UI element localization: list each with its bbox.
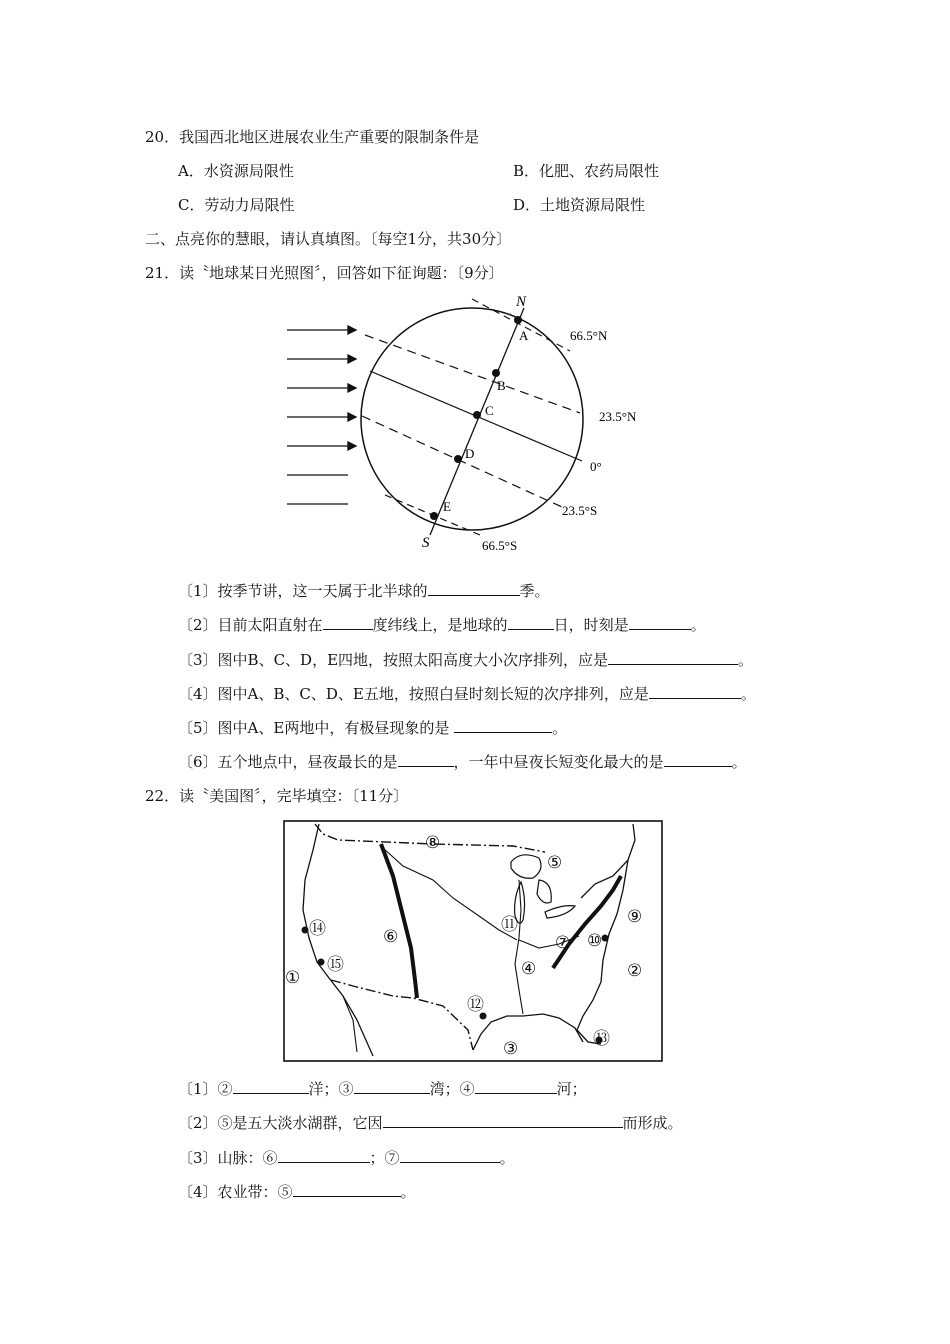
q21-p6-text-2: ，一年中昼夜长短变化最大的是: [453, 753, 664, 771]
label-n: N: [516, 294, 527, 310]
map-label-5: ⑤: [547, 853, 563, 872]
latitude-23-5s: [362, 416, 562, 507]
q22-p2-text: 〔2〕⑤是五大淡水湖群，它因: [178, 1114, 383, 1132]
label-s: S: [422, 535, 430, 551]
q21-p3-suffix: 。: [738, 651, 754, 669]
point-b: [492, 369, 500, 377]
q21-p3-text: 〔3〕图中B、C、D，E四地，按照太阳高度大小次序排列，应是: [178, 651, 609, 669]
q22-p3-text: 〔3〕山脉：⑥: [178, 1149, 278, 1167]
latitude-23-5n: [365, 335, 580, 413]
q21-p2-text-2: 度纬线上，是地球的: [372, 616, 508, 634]
q21-p5-suffix: 。: [552, 719, 568, 737]
point-e: [430, 512, 438, 520]
q22-p2-suffix: 而形成。: [622, 1114, 683, 1132]
answer-blank[interactable]: [398, 752, 454, 767]
answer-blank[interactable]: [233, 1079, 309, 1094]
q21-p2-text-3: 日，时刻是: [553, 616, 629, 634]
label-lat-66-5s: 66.5°S: [482, 538, 518, 553]
q20-option-d: D．土地资源局限性: [513, 196, 646, 214]
map-label-3: ③: [503, 1039, 519, 1058]
answer-blank[interactable]: [629, 615, 691, 630]
q21-p5-text: 〔5〕图中A、E两地中，有极昼现象的是: [178, 719, 455, 737]
q22-part-2: [178, 1113, 683, 1133]
label-b: B: [497, 378, 506, 393]
q21-part-2: [178, 615, 706, 635]
answer-blank[interactable]: [508, 615, 554, 630]
q21-stem: 21．读〝地球某日光照图〞，回答如下征询题：〔9分〕: [145, 264, 504, 282]
q21-part-3: [178, 650, 753, 670]
answer-blank[interactable]: [323, 615, 373, 630]
map-label-2: ②: [627, 961, 643, 980]
city-marker: [602, 935, 609, 942]
map-label-7: ⑦: [555, 933, 571, 952]
q21-p2-suffix: 。: [690, 616, 706, 634]
map-label-11: ⑪: [501, 915, 518, 934]
answer-blank[interactable]: [278, 1148, 370, 1163]
q21-part-1: [178, 581, 550, 601]
label-a: A: [519, 328, 529, 343]
q21-p2-text: 〔2〕目前太阳直射在: [178, 616, 323, 634]
q22-p4-text: 〔4〕农业带：⑤: [178, 1183, 293, 1201]
q21-part-6: [178, 752, 747, 772]
point-d: [454, 455, 462, 463]
q22-p1-suffix: 河；: [556, 1080, 587, 1098]
answer-blank[interactable]: [608, 650, 738, 665]
q22-p1-text: 〔1〕②: [178, 1080, 233, 1098]
q22-part-4: [178, 1182, 416, 1202]
answer-blank[interactable]: [383, 1113, 623, 1128]
answer-blank[interactable]: [649, 684, 741, 699]
q21-p6-suffix: 。: [731, 753, 747, 771]
q20-option-b: B．化肥、农药局限性: [513, 162, 660, 180]
answer-blank[interactable]: [354, 1079, 430, 1094]
map-label-1: ①: [285, 968, 301, 987]
q21-p4-text: 〔4〕图中A、B、C、D、E五地，按照白昼时刻长短的次序排列，应是: [178, 685, 649, 703]
label-e: E: [443, 499, 451, 514]
map-label-15: ⑮: [327, 955, 344, 974]
q22-p3-suffix: 。: [499, 1149, 515, 1167]
q21-p1-text: 〔1〕按季节讲，这一天属于北半球的: [178, 582, 428, 600]
map-label-14: ⑭: [309, 919, 326, 938]
q21-p1-suffix: 季。: [519, 582, 550, 600]
q21-part-4: [178, 684, 756, 704]
answer-blank[interactable]: [664, 752, 732, 767]
earth-illumination-diagram: [280, 295, 660, 555]
q20-option-c: C．劳动力局限性: [178, 196, 295, 214]
map-label-8: ⑧: [425, 833, 441, 852]
q22-part-3: [178, 1148, 515, 1168]
answer-blank[interactable]: [400, 1148, 500, 1163]
q22-part-1: [178, 1079, 587, 1099]
point-c: [473, 411, 481, 419]
map-label-12: ⑫: [467, 995, 484, 1014]
q21-p6-text: 〔6〕五个地点中，昼夜最长的是: [178, 753, 398, 771]
q22-p4-suffix: 。: [400, 1183, 416, 1201]
q21-part-5: [178, 718, 567, 738]
q22-p1-text-2: 洋；③: [308, 1080, 354, 1098]
q22-p1-text-3: 湾；④: [429, 1080, 475, 1098]
city-marker: [318, 959, 325, 966]
map-label-6: ⑥: [383, 927, 399, 946]
map-label-4: ④: [521, 959, 537, 978]
q20-stem: 20．我国西北地区进展农业生产重要的限制条件是: [145, 128, 480, 146]
answer-blank[interactable]: [475, 1079, 557, 1094]
q20-option-a: A．水资源局限性: [178, 162, 294, 180]
answer-blank[interactable]: [454, 718, 552, 733]
label-d: D: [465, 446, 475, 461]
city-marker: [302, 927, 309, 934]
sun-rays: [287, 326, 356, 504]
answer-blank[interactable]: [428, 581, 520, 596]
label-lat-66-5n: 66.5°N: [570, 328, 608, 343]
point-a: [514, 316, 522, 324]
globe-outline: [361, 308, 583, 530]
label-c: C: [485, 403, 494, 418]
section-2-heading: 二、点亮你的慧眼，请认真填图。〔每空1分，共30分〕: [145, 230, 512, 248]
map-label-9: ⑨: [627, 907, 643, 926]
q21-p4-suffix: 。: [740, 685, 756, 703]
q22-stem: 22．读〝美国图〞，完毕填空：〔11分〕: [145, 787, 409, 805]
label-lat-23-5s: 23.5°S: [562, 503, 598, 518]
label-lat-0: 0°: [590, 459, 602, 474]
map-label-10: ⑩: [587, 931, 603, 950]
label-lat-23-5n: 23.5°N: [599, 409, 637, 424]
map-label-13: ⑬: [593, 1029, 610, 1048]
usa-map: [283, 820, 663, 1062]
q22-p3-text-2: ；⑦: [369, 1149, 400, 1167]
answer-blank[interactable]: [293, 1182, 401, 1197]
